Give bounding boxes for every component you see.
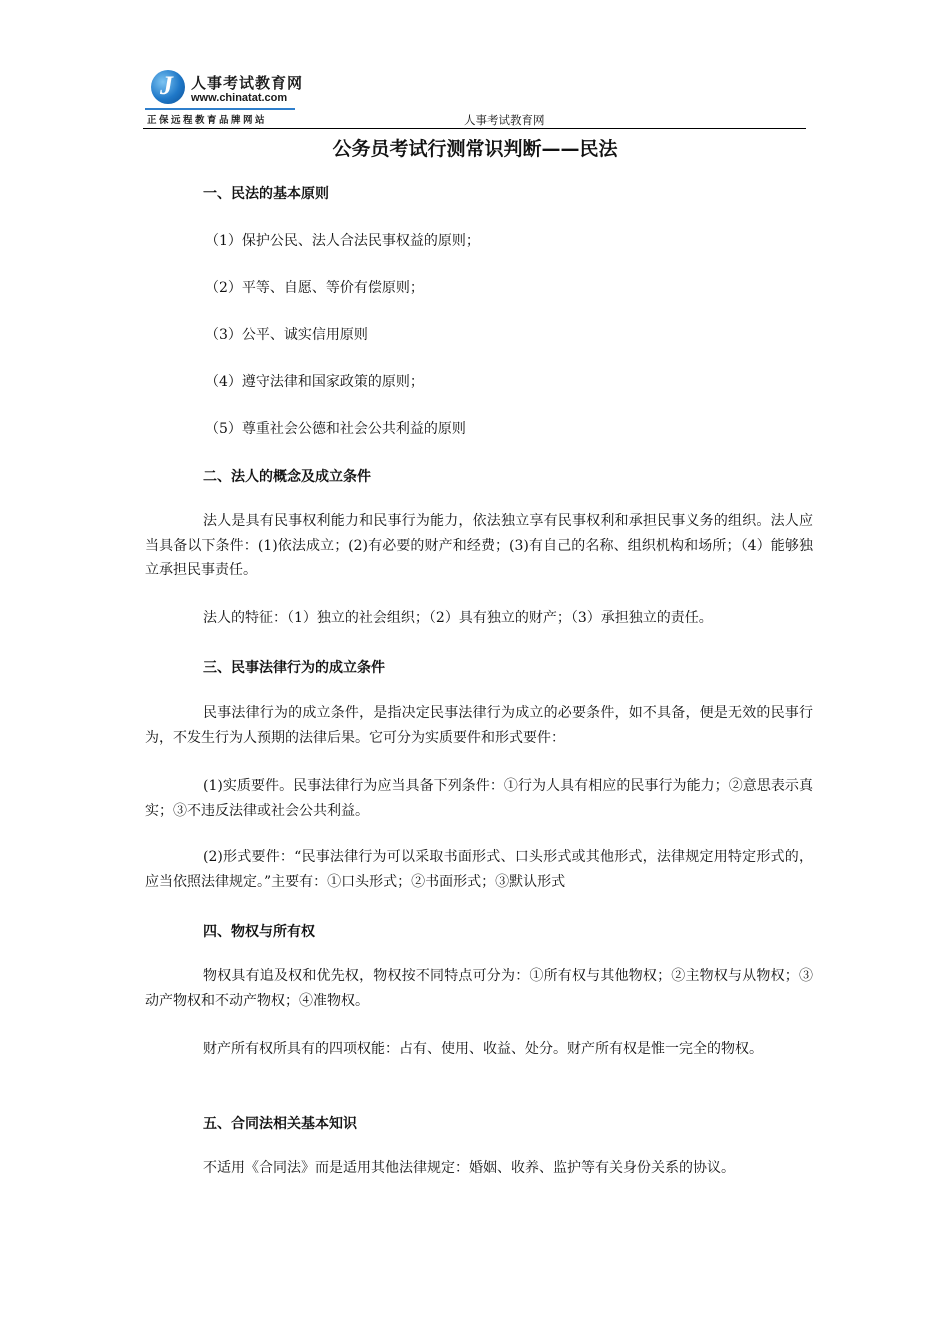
paragraph-property-rights: 物权具有追及权和优先权，物权按不同特点可分为：①所有权与其他物权；②主物权与从物权；③动产物权和不动产物权；④准物权。: [145, 968, 813, 1009]
paragraph-act-intro: 民事法律行为的成立条件，是指决定民事法律行为成立的必要条件，如不具备，便是无效的民事行为，不发生行为人预期的法律后果。它可分为实质要件和形式要件：: [145, 705, 813, 746]
logo-globe-icon: [151, 70, 185, 104]
paragraph-legal-person-features: 法人的特征：（1）独立的社会组织；（2）具有独立的财产；（3）承担独立的责任。: [203, 610, 713, 626]
logo-name: 人事考试教育网: [191, 74, 304, 92]
paragraph-act-substantive: (1)实质要件。民事法律行为应当具备下列条件：①行为人具有相应的民事行为能力；②意思表示真实；③不违反法律或社会公共利益。: [145, 778, 813, 819]
site-logo: [143, 66, 303, 126]
principle-item: （5）尊重社会公德和社会公共利益的原则: [205, 421, 466, 437]
principle-item: （2）平等、自愿、等价有偿原则；: [205, 280, 424, 296]
header-rule: [143, 128, 806, 129]
principle-item: （4）遵守法律和国家政策的原则；: [205, 374, 424, 390]
logo-slogan: 正保远程教育品牌网站: [147, 115, 268, 126]
principle-item: （1）保护公民、法人合法民事权益的原则；: [205, 233, 480, 249]
principle-item: （3）公平、诚实信用原则: [205, 327, 368, 343]
section-heading: 三、民事法律行为的成立条件: [203, 660, 385, 676]
section-heading: 一、民法的基本原则: [203, 186, 329, 202]
paragraph-act-formal: (2)形式要件：“民事法律行为可以采取书面形式、口头形式或其他形式，法律规定用特定形式的，应当依照法律规定。”主要有：①口头形式；②书面形式；③默认形式: [145, 849, 813, 890]
logo-url: www.chinatat.com: [191, 92, 288, 104]
paragraph-contract-law: 不适用《合同法》而是适用其他法律规定：婚姻、收养、监护等有关身份关系的协议。: [203, 1160, 735, 1176]
section-heading: 四、物权与所有权: [203, 924, 315, 940]
section-heading: 五、合同法相关基本知识: [203, 1116, 357, 1132]
header-site-name: 人事考试教育网: [464, 113, 545, 127]
paragraph-ownership: 财产所有权所具有的四项权能：占有、使用、收益、处分。财产所有权是惟一完全的物权。: [203, 1041, 763, 1057]
paragraph-legal-person-definition: 法人是具有民事权利能力和民事行为能力，依法独立享有民事权利和承担民事义务的组织。法人应当具备以下条件：(1)依法成立；(2)有必要的财产和经费；(3)有自己的名称、组织机构和场所；（4）能够独立承担民事责任。: [145, 513, 813, 578]
logo-divider: [145, 108, 295, 110]
logo-mark: J: [160, 71, 173, 100]
section-heading: 二、法人的概念及成立条件: [203, 469, 371, 485]
document-title: 公务员考试行测常识判断——民法: [332, 138, 618, 160]
